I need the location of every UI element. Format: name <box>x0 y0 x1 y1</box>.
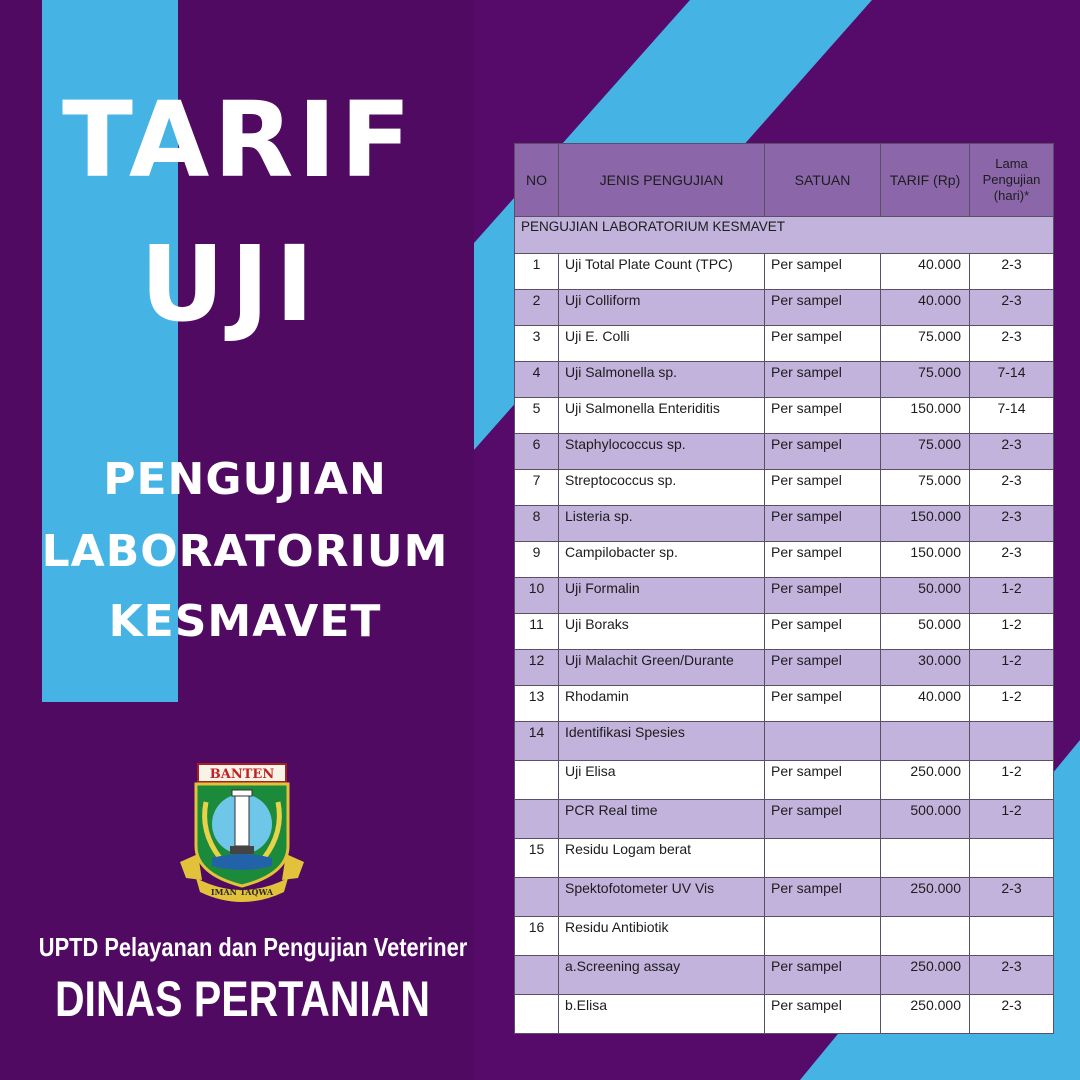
cell-jenis: Streptococcus sp. <box>559 470 765 506</box>
tariff-table-container <box>514 143 1053 1034</box>
cell-tarif: 40.000 <box>881 290 970 326</box>
subtitle-line-2: LABORATORIUM <box>41 526 449 577</box>
table-row <box>515 686 1054 722</box>
cell-satuan: Per sampel <box>765 686 881 722</box>
footer-organization: UPTD Pelayanan dan Pengujian Veteriner <box>38 932 468 962</box>
cell-satuan: Per sampel <box>765 506 881 542</box>
section-row <box>515 217 1054 254</box>
cell-lama: 1-2 <box>970 650 1054 686</box>
cell-no: 11 <box>515 614 559 650</box>
cell-jenis: Uji Salmonella Enteriditis <box>559 398 765 434</box>
cell-satuan: Per sampel <box>765 761 881 800</box>
cell-no <box>515 800 559 839</box>
cell-lama: 7-14 <box>970 362 1054 398</box>
cell-lama <box>970 839 1054 878</box>
cell-lama: 1-2 <box>970 614 1054 650</box>
cell-tarif: 50.000 <box>881 578 970 614</box>
cell-jenis: Uji Formalin <box>559 578 765 614</box>
cell-lama: 2-3 <box>970 995 1054 1034</box>
tariff-table <box>514 143 1054 1034</box>
cell-no: 12 <box>515 650 559 686</box>
header-lama-line-3: (hari)* <box>993 188 1030 204</box>
cell-lama: 1-2 <box>970 761 1054 800</box>
cell-tarif: 40.000 <box>881 254 970 290</box>
cell-jenis: Staphylococcus sp. <box>559 434 765 470</box>
cell-jenis: b.Elisa <box>559 995 765 1034</box>
cell-jenis: Campilobacter sp. <box>559 542 765 578</box>
cell-tarif: 150.000 <box>881 542 970 578</box>
cell-jenis: Uji Malachit Green/Durante <box>559 650 765 686</box>
cell-tarif: 75.000 <box>881 470 970 506</box>
cell-satuan: Per sampel <box>765 956 881 995</box>
cell-tarif: 250.000 <box>881 995 970 1034</box>
cell-lama: 2-3 <box>970 506 1054 542</box>
table-row <box>515 650 1054 686</box>
cell-lama: 1-2 <box>970 578 1054 614</box>
cell-no <box>515 761 559 800</box>
cell-satuan: Per sampel <box>765 650 881 686</box>
cell-lama <box>970 722 1054 761</box>
cell-no: 3 <box>515 326 559 362</box>
cell-satuan: Per sampel <box>765 542 881 578</box>
cell-tarif <box>881 917 970 956</box>
table-row <box>515 956 1054 995</box>
logo-top-text: BANTEN <box>209 767 275 782</box>
cell-no <box>515 956 559 995</box>
cell-satuan: Per sampel <box>765 878 881 917</box>
cell-satuan <box>765 917 881 956</box>
cell-jenis: Uji Boraks <box>559 614 765 650</box>
cell-jenis: Residu Logam berat <box>559 839 765 878</box>
cell-tarif: 250.000 <box>881 878 970 917</box>
cell-tarif: 500.000 <box>881 800 970 839</box>
table-body <box>515 217 1054 1034</box>
table-row <box>515 398 1054 434</box>
cell-satuan: Per sampel <box>765 254 881 290</box>
cell-tarif <box>881 722 970 761</box>
cell-tarif: 250.000 <box>881 761 970 800</box>
table-row <box>515 800 1054 839</box>
cell-no: 7 <box>515 470 559 506</box>
cell-lama: 1-2 <box>970 686 1054 722</box>
cell-no: 1 <box>515 254 559 290</box>
cell-no: 10 <box>515 578 559 614</box>
cell-lama: 2-3 <box>970 470 1054 506</box>
cell-jenis: Rhodamin <box>559 686 765 722</box>
cell-jenis: Listeria sp. <box>559 506 765 542</box>
footer-department: DINAS PERTANIAN <box>54 971 431 1027</box>
cell-satuan: Per sampel <box>765 614 881 650</box>
table-row <box>515 614 1054 650</box>
table-row <box>515 542 1054 578</box>
subtitle-line-1: PENGUJIAN <box>103 454 387 505</box>
cell-satuan: Per sampel <box>765 326 881 362</box>
cell-tarif: 75.000 <box>881 362 970 398</box>
cell-lama <box>970 917 1054 956</box>
cell-jenis: Uji Colliform <box>559 290 765 326</box>
cell-lama: 2-3 <box>970 956 1054 995</box>
table-row <box>515 839 1054 878</box>
cell-no: 13 <box>515 686 559 722</box>
cell-no: 16 <box>515 917 559 956</box>
table-row <box>515 326 1054 362</box>
cell-tarif: 30.000 <box>881 650 970 686</box>
header-tarif: TARIF (Rp) <box>881 144 970 217</box>
cell-satuan <box>765 839 881 878</box>
cell-satuan: Per sampel <box>765 995 881 1034</box>
cell-satuan: Per sampel <box>765 800 881 839</box>
cell-no: 8 <box>515 506 559 542</box>
cell-jenis: PCR Real time <box>559 800 765 839</box>
cell-no <box>515 878 559 917</box>
table-row <box>515 917 1054 956</box>
cell-jenis: Residu Antibiotik <box>559 917 765 956</box>
cell-no: 4 <box>515 362 559 398</box>
cell-satuan: Per sampel <box>765 362 881 398</box>
cell-jenis: Identifikasi Spesies <box>559 722 765 761</box>
header-lama <box>970 144 1054 217</box>
cell-jenis: a.Screening assay <box>559 956 765 995</box>
cell-no: 5 <box>515 398 559 434</box>
header-no: NO <box>515 144 559 217</box>
cell-no <box>515 995 559 1034</box>
cell-tarif <box>881 839 970 878</box>
cell-lama: 7-14 <box>970 398 1054 434</box>
cell-lama: 2-3 <box>970 326 1054 362</box>
section-label: PENGUJIAN LABORATORIUM KESMAVET <box>515 217 1054 254</box>
cell-jenis: Uji Elisa <box>559 761 765 800</box>
table-row <box>515 722 1054 761</box>
cell-tarif: 50.000 <box>881 614 970 650</box>
table-row <box>515 470 1054 506</box>
cell-tarif: 250.000 <box>881 956 970 995</box>
cell-tarif: 40.000 <box>881 686 970 722</box>
cell-no: 14 <box>515 722 559 761</box>
cell-lama: 2-3 <box>970 290 1054 326</box>
cell-satuan: Per sampel <box>765 398 881 434</box>
header-jenis: JENIS PENGUJIAN <box>559 144 765 217</box>
cell-satuan: Per sampel <box>765 434 881 470</box>
cell-no: 6 <box>515 434 559 470</box>
table-row <box>515 761 1054 800</box>
cell-jenis: Spektofotometer UV Vis <box>559 878 765 917</box>
title-line-2: UJI <box>140 223 320 345</box>
cell-lama: 2-3 <box>970 878 1054 917</box>
cell-jenis: Uji Total Plate Count (TPC) <box>559 254 765 290</box>
cell-no: 2 <box>515 290 559 326</box>
table-row <box>515 878 1054 917</box>
table-row <box>515 995 1054 1034</box>
table-row <box>515 578 1054 614</box>
cell-satuan: Per sampel <box>765 470 881 506</box>
cell-tarif: 150.000 <box>881 398 970 434</box>
table-row <box>515 254 1054 290</box>
cell-lama: 1-2 <box>970 800 1054 839</box>
logo-bottom-text: IMAN TAQWA <box>210 887 274 897</box>
header-lama-line-2: Pengujian <box>982 171 1041 187</box>
banten-emblem-icon <box>176 762 308 902</box>
cell-lama: 2-3 <box>970 542 1054 578</box>
cell-satuan <box>765 722 881 761</box>
cell-jenis: Uji Salmonella sp. <box>559 362 765 398</box>
cell-satuan: Per sampel <box>765 290 881 326</box>
cell-no: 9 <box>515 542 559 578</box>
title-line-1: TARIF <box>62 79 416 201</box>
table-row <box>515 506 1054 542</box>
table-row <box>515 434 1054 470</box>
cell-jenis: Uji E. Colli <box>559 326 765 362</box>
cell-tarif: 75.000 <box>881 434 970 470</box>
subtitle-line-3: KESMAVET <box>108 596 382 647</box>
cell-tarif: 150.000 <box>881 506 970 542</box>
cell-tarif: 75.000 <box>881 326 970 362</box>
table-row <box>515 362 1054 398</box>
cell-lama: 2-3 <box>970 434 1054 470</box>
cell-lama: 2-3 <box>970 254 1054 290</box>
header-satuan: SATUAN <box>765 144 881 217</box>
table-header-row <box>515 144 1054 217</box>
cell-no: 15 <box>515 839 559 878</box>
table-row <box>515 290 1054 326</box>
header-lama-line-1: Lama <box>995 155 1028 171</box>
cell-satuan: Per sampel <box>765 578 881 614</box>
